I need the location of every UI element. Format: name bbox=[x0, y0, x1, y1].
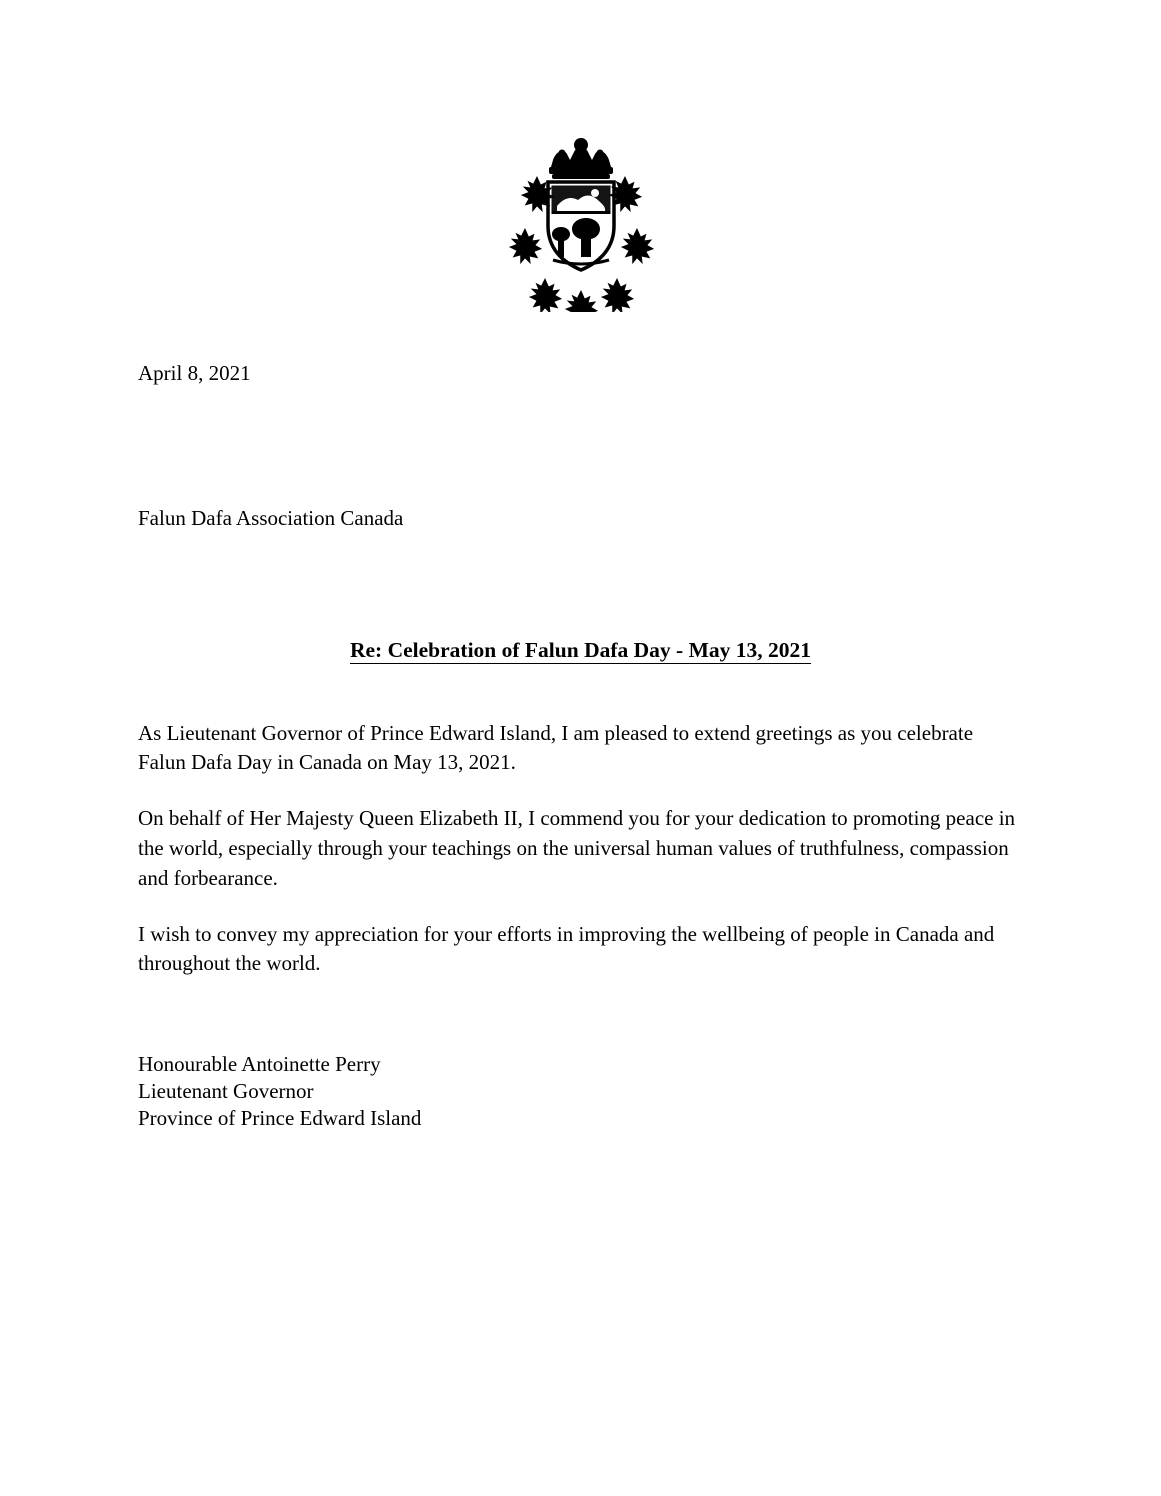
letter-body bbox=[138, 360, 1023, 1132]
letter-subject bbox=[138, 638, 1023, 663]
signatory-name: Honourable Antoinette Perry bbox=[138, 1052, 381, 1077]
letter-date: April 8, 2021 bbox=[138, 361, 251, 385]
letter-paragraph-2: On behalf of Her Majesty Queen Elizabeth II, I commend you for your dedication to promoting peace in the world, especially through your teachings on the universal human values of truthfulness, compassion and forbearance. bbox=[138, 806, 1016, 890]
letter-subject-text: Re: Celebration of Falun Dafa Day - May 13, 2021 bbox=[349, 637, 811, 662]
letter-paragraph-1: As Lieutenant Governor of Prince Edward Island, I am pleased to extend greetings as you celebrate Falun Dafa Day in Canada on May 13, 2021. bbox=[138, 720, 974, 775]
signature-block bbox=[138, 1051, 1023, 1132]
pei-lieutenant-governor-crest-icon bbox=[491, 132, 671, 312]
letter-addressee: Falun Dafa Association Canada bbox=[138, 506, 404, 531]
signatory-title: Lieutenant Governor bbox=[138, 1079, 314, 1104]
crest-container bbox=[0, 132, 1161, 312]
signatory-province: Province of Prince Edward Island bbox=[138, 1106, 422, 1131]
letter-paragraph-3: I wish to convey my appreciation for your efforts in improving the wellbeing of people in Canada and throughout the world. bbox=[138, 921, 995, 976]
